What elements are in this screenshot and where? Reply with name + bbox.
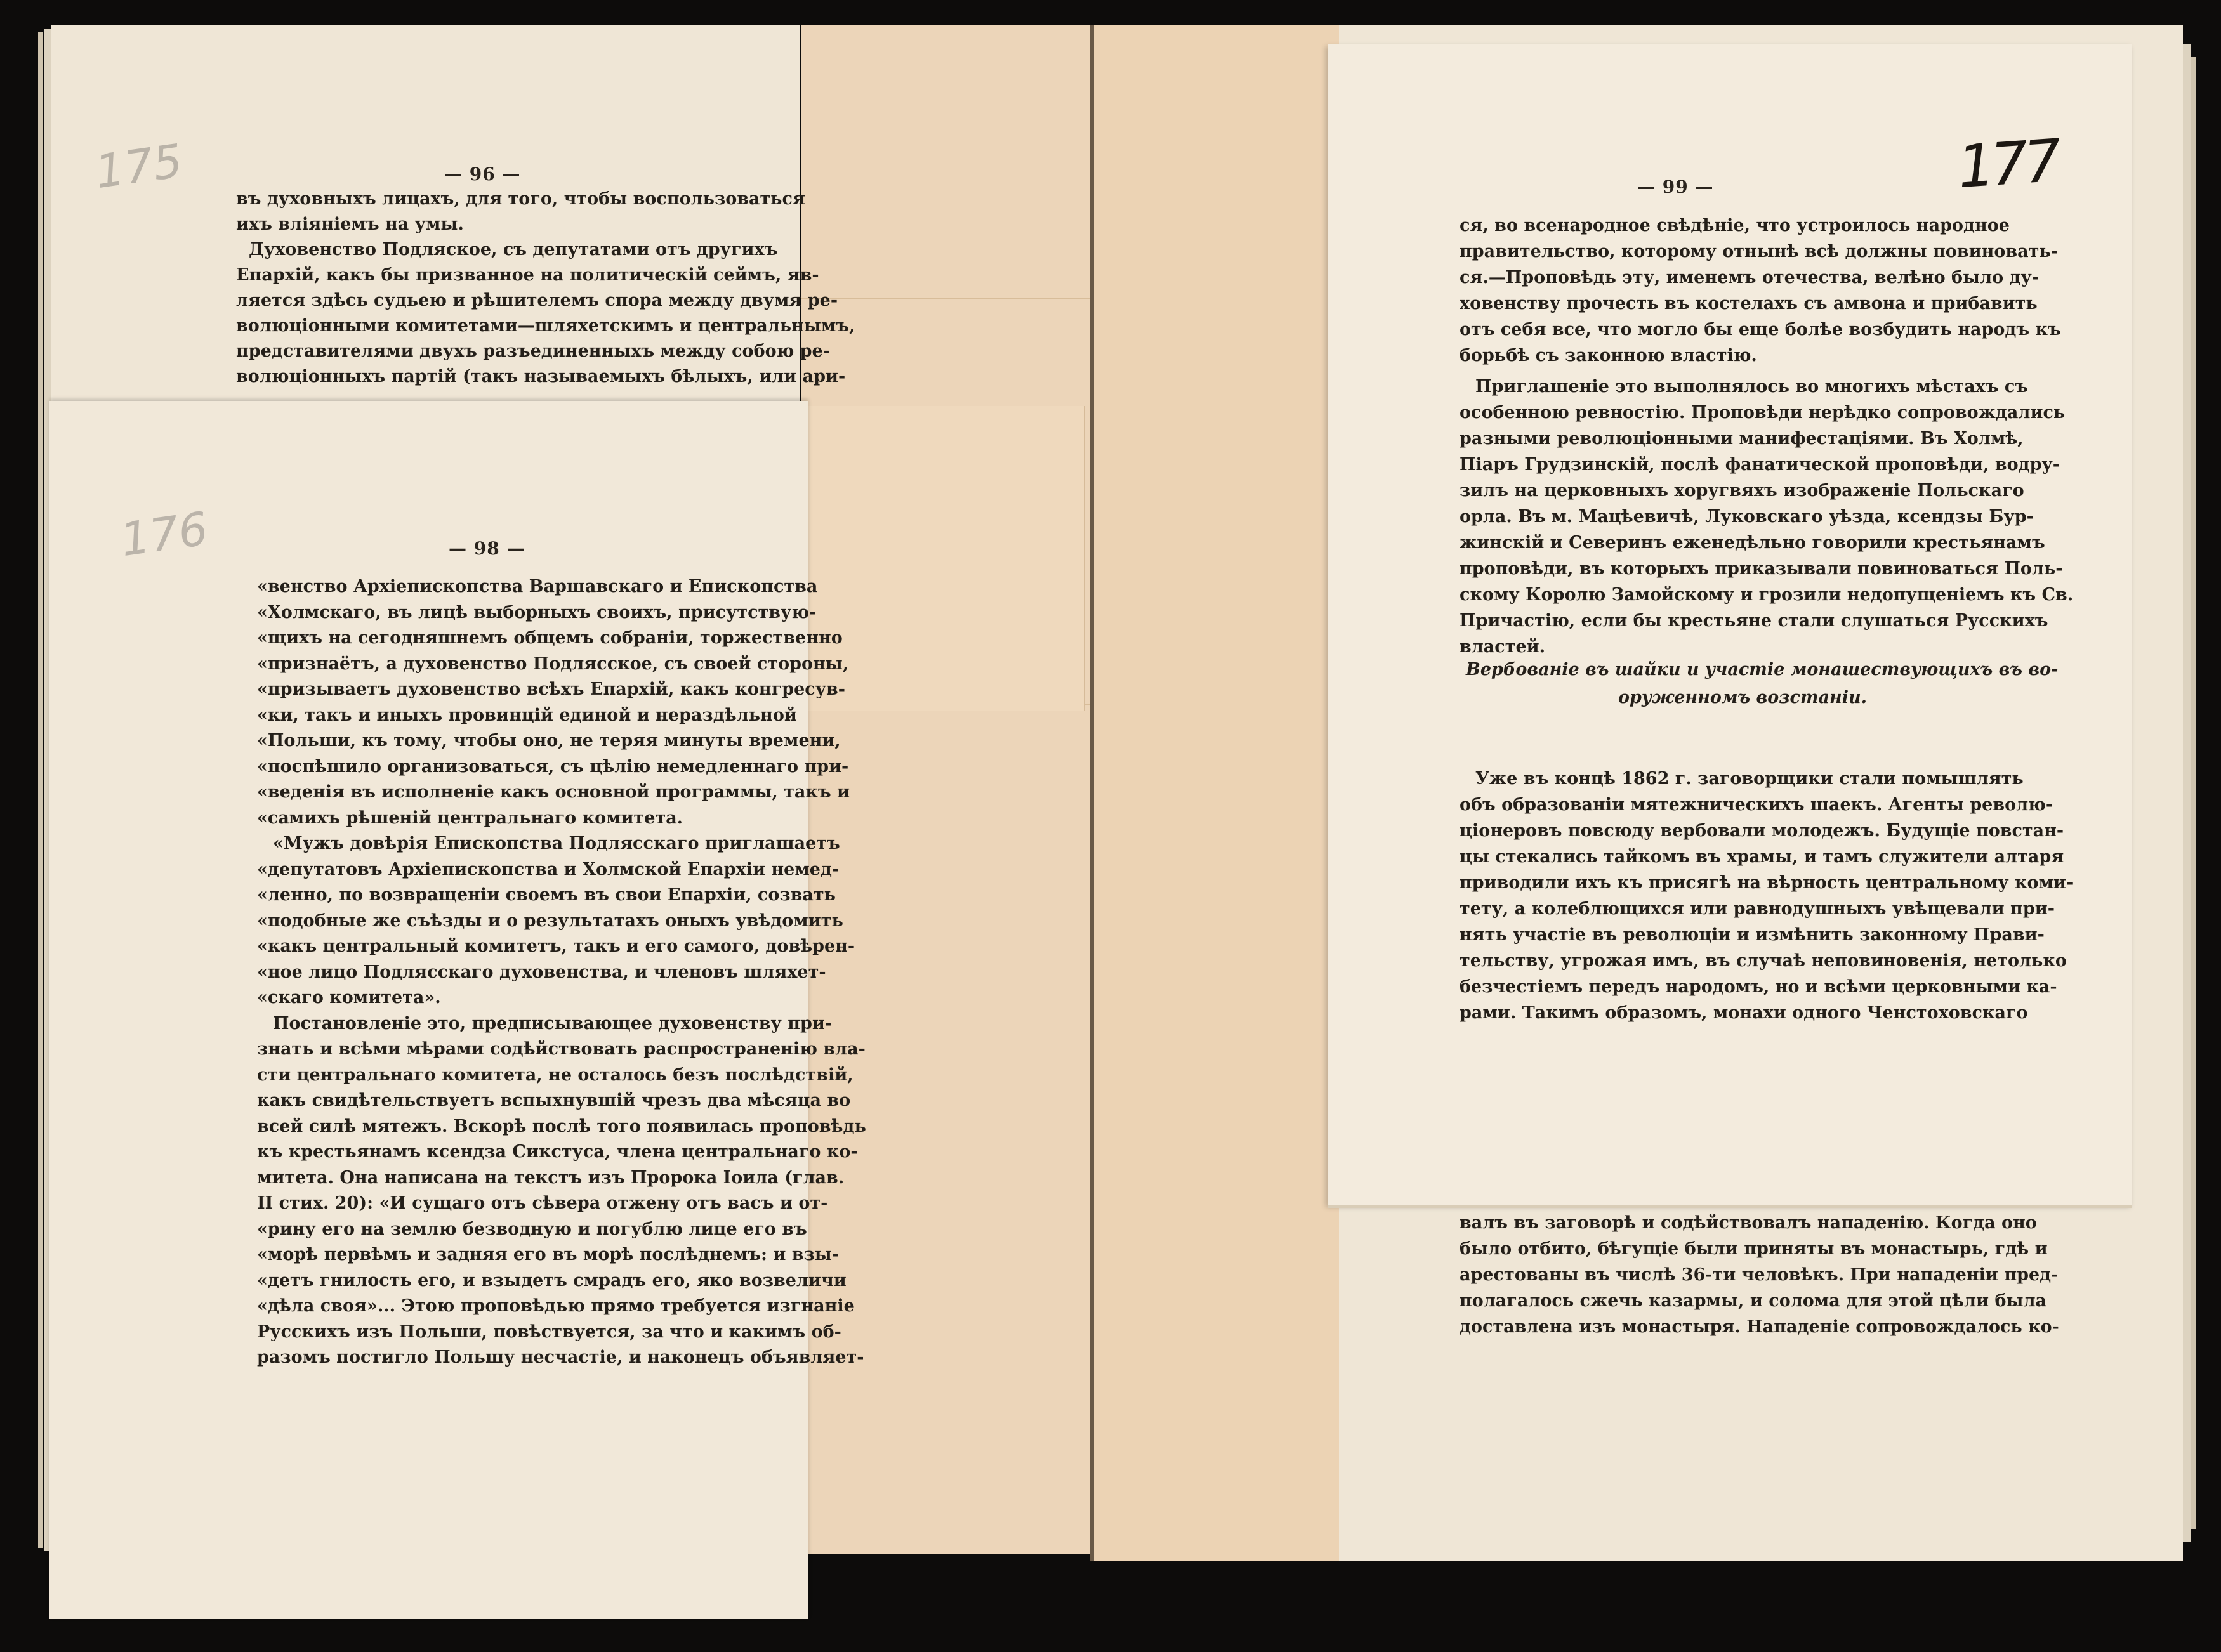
text-line: «морѣ первѣмъ и задняя его въ морѣ послѣднемъ: и взы- xyxy=(257,1245,840,1264)
text-line: разными революціонными манифестаціями. Въ Холмѣ, xyxy=(1460,429,2024,449)
page-stack-edge xyxy=(2191,57,2196,1529)
text-line: Приглашеніе это выполнялось во многихъ мѣстахъ съ xyxy=(1475,377,2029,397)
text-line: Уже въ концѣ 1862 г. заговорщики стали помышлять xyxy=(1475,769,2024,789)
text-line: цы стекались тайкомъ въ храмы, и тамъ служители алтаря xyxy=(1460,847,2064,867)
pencil-folio-mark: 175 xyxy=(91,133,186,199)
text-line: орла. Въ м. Мацѣевичѣ, Луковскаго уѣзда, ксендзы Бур- xyxy=(1460,507,2034,527)
text-line: «подобные же съѣзды и о результатахъ оныхъ увѣдомить xyxy=(257,910,843,931)
text-line: правительство, которому отнынѣ всѣ должны повиновать- xyxy=(1460,242,2058,261)
text-line: какъ свидѣтельствуетъ вспыхнувшій чрезъ два мѣсяца во xyxy=(257,1091,851,1110)
text-line: «Польши, къ тому, чтобы оно, не теряя минуты времени, xyxy=(257,731,841,751)
text-line: знать и всѣми мѣрами содѣйствовать распространенію вла- xyxy=(257,1039,866,1059)
text-line: митета. Она написана на текстъ изъ Пророка Іоила (глав. xyxy=(257,1167,845,1188)
text-line: ховенству прочесть въ костелахъ съ амвона и прибавить xyxy=(1460,294,2038,313)
text-line: объ образованіи мятежническихъ шаекъ. Агенты револю- xyxy=(1460,795,2053,815)
text-line: «щихъ на сегодняшнемъ общемъ собраніи, торжественно xyxy=(257,628,843,648)
text-line: тету, а колеблющихся или равнодушныхъ увѣщевали при- xyxy=(1460,899,2055,919)
text-line: Епархій, какъ бы призванное на политическій сеймъ, яв- xyxy=(236,265,819,285)
page-number-96: — 96 — xyxy=(444,164,521,185)
text-line: «ное лицо Подлясскаго духовенства, и членовъ шляхет- xyxy=(257,962,826,982)
text-line: доставлена изъ монастыря. Нападеніе сопровождалось ко- xyxy=(1460,1317,2059,1337)
text-line: «скаго комитета». xyxy=(257,988,441,1007)
text-line: всей силѣ мятежъ. Вскорѣ послѣ того появилась проповѣдь xyxy=(257,1116,866,1136)
text-line: «призываетъ духовенство всѣхъ Епархій, какъ конгресув- xyxy=(257,679,845,699)
text-line: Постановленіе это, предписывающее духовенству при- xyxy=(273,1013,833,1033)
text-line: «веденія въ исполненіе какъ основной программы, такъ и xyxy=(257,782,850,802)
text-line: арестованы въ числѣ 36-ти человѣкъ. При нападеніи пред- xyxy=(1460,1265,2059,1285)
text-line: «детъ гнилость его, и взыдетъ смрадъ его, яко возвеличи xyxy=(257,1270,847,1290)
text-line: «Мужъ довѣрія Епископства Подлясскаго приглашаетъ xyxy=(273,834,840,853)
text-line: «ки, такъ и иныхъ провинцій единой и нераздѣльной xyxy=(257,705,797,725)
text-line: «поспѣшило организоваться, съ цѣлію немедленнаго при- xyxy=(257,756,849,777)
text-line: къ крестьянамъ ксендза Сикстуса, члена центральнаго ко- xyxy=(257,1142,858,1162)
text-line: Причастію, если бы крестьяне стали слушаться Русскихъ xyxy=(1460,611,2048,631)
text-line: ляется здѣсь судьею и рѣшителемъ спора между двумя ре- xyxy=(236,291,838,310)
text-line: властей. xyxy=(1460,637,1546,657)
text-line: Духовенство Подляское, съ депутатами отъ другихъ xyxy=(249,240,778,259)
page-number-98: — 98 — xyxy=(449,538,525,559)
text-line: II стих. 20): «И сущаго отъ сѣвера отжену отъ васъ и от- xyxy=(257,1193,828,1213)
text-line: отъ себя все, что могло бы еще болѣе возбудить народъ къ xyxy=(1460,320,2061,339)
text-line: борьбѣ съ законною властію. xyxy=(1460,346,1757,365)
text-line: тельству, угрожая имъ, въ случаѣ неповиновенія, нетолько xyxy=(1460,951,2067,971)
text-line: приводили ихъ къ присягѣ на вѣрность центральному коми- xyxy=(1460,873,2074,893)
text-line: разомъ постигло Польшу несчастіе, и наконецъ объявляет- xyxy=(257,1347,864,1367)
text-line: «венство Архіепископства Варшавскаго и Епископства xyxy=(257,577,818,596)
text-line: рами. Такимъ образомъ, монахи одного Ченстоховскаго xyxy=(1460,1003,2028,1023)
text-line: жинскій и Северинъ еженедѣльно говорили крестьянамъ xyxy=(1460,533,2045,553)
text-line: было отбито, бѣгущіе были приняты въ монастырь, гдѣ и xyxy=(1460,1239,2048,1259)
text-line: волюціонныхъ партій (такъ называемыхъ бѣлыхъ, или ари- xyxy=(236,367,846,386)
strip-fold-line xyxy=(801,298,1090,299)
text-line: въ духовныхъ лицахъ, для того, чтобы воспользоваться xyxy=(236,189,805,209)
text-line: зилъ на церковныхъ хоругвяхъ изображеніе Польскаго xyxy=(1460,481,2024,501)
text-line: ихъ вліяніемъ на умы. xyxy=(236,214,464,234)
text-line: скому Королю Замойскому и грозили недопущеніемъ къ Св. xyxy=(1460,585,2074,605)
page-number-99: — 99 — xyxy=(1637,176,1714,197)
text-line: особенною ревностію. Проповѣди нерѣдко сопровождались xyxy=(1460,403,2066,423)
text-line: ся.—Проповѣдь эту, именемъ отечества, велѣно было ду- xyxy=(1460,268,2040,287)
text-line: «признаётъ, а духовенство Подлясское, съ своей стороны, xyxy=(257,653,849,674)
text-line: «какъ центральный комитетъ, такъ и его самого, довѣрен- xyxy=(257,936,855,956)
page-stack-edge xyxy=(2183,44,2191,1542)
text-line: ся, во всенародное свѣдѣніе, что устроилось народное xyxy=(1460,216,2010,235)
ink-folio-number: 177 xyxy=(1955,126,2060,202)
text-line: «Холмскаго, въ лицѣ выборныхъ своихъ, присутствую- xyxy=(257,602,817,622)
text-line: Піаръ Грудзинскій, послѣ фанатической проповѣди, водру- xyxy=(1460,455,2060,475)
section-heading-line: оруженномъ возстаніи. xyxy=(1618,688,1867,707)
text-line: ціонеровъ повсюду вербовали молодежъ. Будущіе повстан- xyxy=(1460,821,2064,841)
text-line: представителями двухъ разъединенныхъ между собою ре- xyxy=(236,341,830,361)
text-line: «ленно, по возвращеніи своемъ въ свои Епархіи, созвать xyxy=(257,885,836,905)
slip-edge-line xyxy=(1328,1205,2132,1208)
section-heading-line: Вербованіе въ шайки и участіе монашествующихъ въ во- xyxy=(1466,660,2059,679)
text-line: волюціонными комитетами—шляхетскимъ и центральнымъ, xyxy=(236,316,855,336)
text-line: «самихъ рѣшеній центральнаго комитета. xyxy=(257,808,683,828)
text-line: проповѣди, въ которыхъ приказывали повиноваться Поль- xyxy=(1460,559,2063,579)
text-line: нять участіе въ революціи и измѣнить законному Прави- xyxy=(1460,925,2045,945)
text-line: сти центральнаго комитета, не осталось безъ послѣдствій, xyxy=(257,1065,853,1085)
text-line: Русскихъ изъ Польши, повѣствуется, за что и какимъ об- xyxy=(257,1321,841,1342)
text-line: полагалось сжечь казармы, и солома для этой цѣли была xyxy=(1460,1291,2047,1311)
text-line: валъ въ заговорѣ и содѣйствовалъ нападенію. Когда оно xyxy=(1460,1213,2037,1233)
page-stack-edge xyxy=(38,32,43,1548)
pencil-folio-mark: 176 xyxy=(117,501,211,567)
text-line: «депутатовъ Архіепископства и Холмской Епархіи немед- xyxy=(257,859,840,879)
text-line: «рину его на землю безводную и погублю лице его въ xyxy=(257,1219,807,1239)
text-line: «дѣла своя»... Этою проповѣдью прямо требуется изгнаніе xyxy=(257,1296,855,1316)
tan-paper-strip xyxy=(1094,25,1348,1561)
text-line: безчестіемъ передъ народомъ, но и всѣми церковными ка- xyxy=(1460,977,2057,997)
